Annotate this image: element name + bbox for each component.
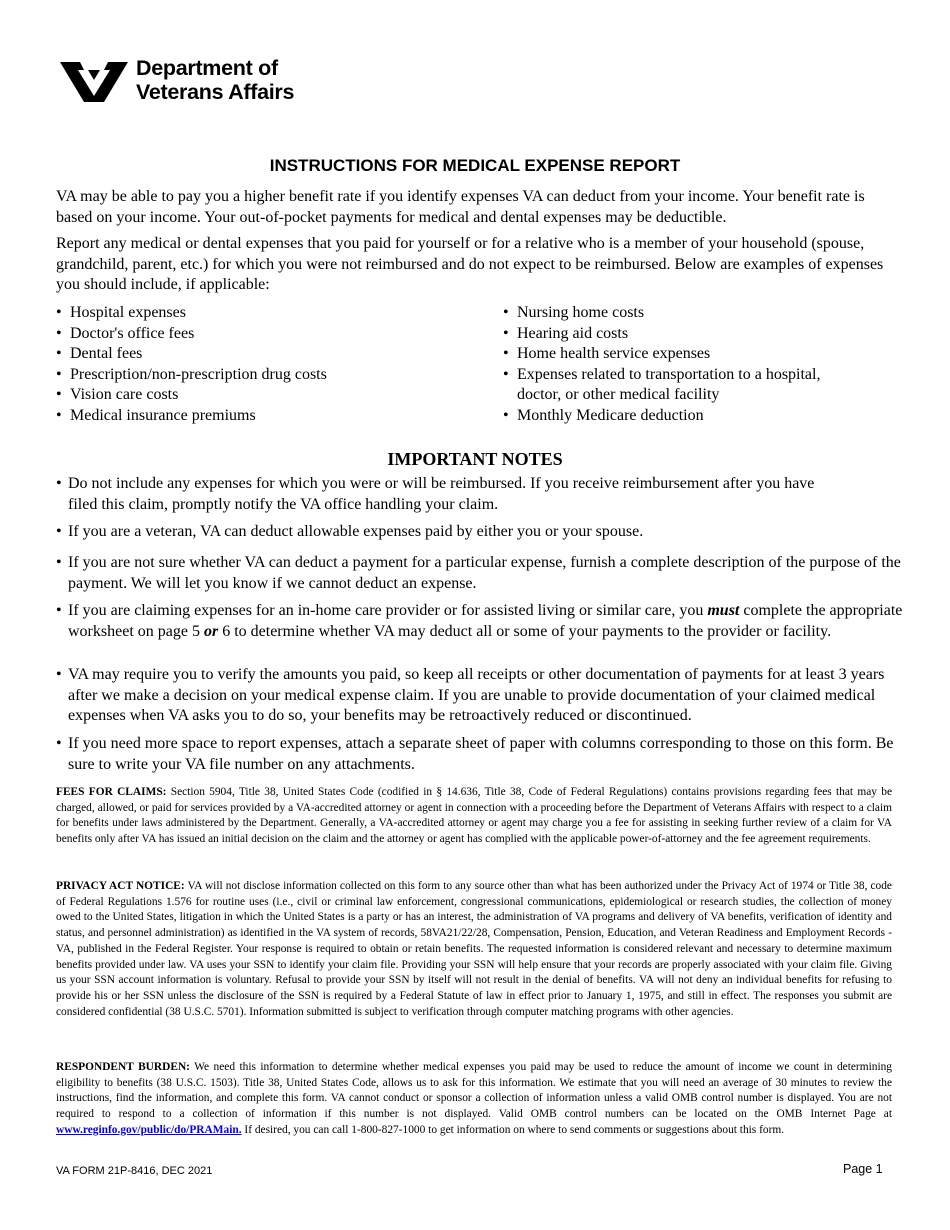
list-item: • Hearing aid costs <box>503 324 853 345</box>
note-6 <box>56 734 906 775</box>
list-item: • Hospital expenses <box>56 303 476 324</box>
bullet: • <box>56 475 62 492</box>
intro-paragraph-1: VA may be able to pay you a higher benefit rate if you identify expenses VA can deduct from your income. Your benefit rate is based on your income. Your out-of-pocket payments for medical and dental expenses may be deductible. <box>56 188 865 226</box>
note-text: 6 to determine whether VA may deduct all or some of your payments to the provider or facility. <box>218 622 832 640</box>
list-item: • Home health service expenses <box>503 344 853 365</box>
bullet: • <box>56 523 62 540</box>
form-id: VA FORM 21P-8416, DEC 2021 <box>56 1165 213 1177</box>
note-text: If you are not sure whether VA can deduct a payment for a particular expense, furnish a complete description of the purpose of the payment. We will let you know if we cannot deduct an expense. <box>68 554 901 592</box>
page-number: Page 1 <box>843 1162 883 1176</box>
section-text: Section 5904, Title 38, United States Code (codified in § 14.636, Title 38, Code of Federal Regulations) contains provisions regarding fees that may be charged, allowed, or paid for services provided by a VA-accredited attorney or agent in connection with a proceeding before the Department of Veterans Affairs with respect to a claim for benefits under laws administered by the Department. Generally, a VA-accredited attorney or agent may charge you a fee for assisting in seeking further review of a claim for VA benefits only after VA has issued an initial decision on the claim and the attorney or agent has complied with the applicable power-of-attorney and the fee agreement requirements. <box>56 786 892 846</box>
emphasis-or: or <box>203 622 219 640</box>
note-2 <box>56 522 906 543</box>
list-item: • Vision care costs <box>56 385 476 406</box>
bullet: • <box>56 735 62 752</box>
note-text: If you need more space to report expenses, attach a separate sheet of paper with columns corresponding to those on this form. Be sure to write your VA file number on any attachments. <box>68 735 894 773</box>
page-title: INSTRUCTIONS FOR MEDICAL EXPENSE REPORT <box>269 156 681 175</box>
list-item: • Dental fees <box>56 344 476 365</box>
section-text: VA will not disclose information collected on this form to any source other than what has been authorized under the Privacy Act of 1974 or Title 38, code of Federal Regulations 1.576 for routine uses (i.e., civil or criminal law enforcement, congressional communications, epidemiological or research studies, the collection of money owed to the United States, litigation in which the United States is a party or has an interest, the administration of VA programs and delivery of VA benefits, verification of identity and status, and personnel administration) as identified in the VA system of records, 58VA21/22/28, Compensation, Pension, Education, and Veteran Readiness and Employment Records - VA, published in the Federal Register. Your response is required to obtain or retain benefits. The requested information is considered relevant and necessary to determine maximum benefits provided under law. VA uses your SSN to identify your claim file. Providing your SSN will help ensure that your records are properly associated with your claim file. Giving us your SSN account information is voluntary. Refusal to provide your SSN by itself will not result in the denial of benefits. VA will not deny an individual benefits for refusing to provide his or her SSN unless the disclosure of the SSN is required by a Federal Statute of law in effect prior to January 1, 1975, and still in effect. The responses you submit are considered confidential (38 U.S.C. 5701). Information submitted is subject to verification through computer matching programs with other agencies. <box>56 880 892 1018</box>
expense-list-left <box>56 303 476 426</box>
note-text: If you are a veteran, VA can deduct allowable expenses paid by either you or your spouse. <box>68 523 644 540</box>
note-4 <box>56 601 906 642</box>
list-item: • Doctor's office fees <box>56 324 476 345</box>
note-text: complete the appropriate worksheet on page 5 <box>68 602 903 640</box>
respondent-burden <box>56 1060 892 1139</box>
note-text: If you are claiming expenses for an in-home care provider or for assisted living or similar care, you <box>68 602 708 619</box>
note-text: VA may require you to verify the amounts you paid, so keep all receipts or other documentation of payments for at least 3 years after we make a decision on your medical expense claim. If you are unable to provide documentation of your claimed medical expenses when VA asks you to do so, your benefits may be retroactively reduced or discontinued. <box>68 666 885 725</box>
bullet: • <box>56 554 62 571</box>
note-5 <box>56 665 906 727</box>
emphasis-must: must <box>707 602 740 619</box>
section-label: FEES FOR CLAIMS: <box>56 786 167 798</box>
va-emblem-icon <box>58 58 130 104</box>
expense-list-right <box>503 303 853 426</box>
logo-line-2: Veterans Affairs <box>136 80 295 104</box>
section-text: If desired, you can call 1-800-827-1000 to get information on where to send comments or suggestions about this form. <box>241 1123 785 1136</box>
section-label: PRIVACY ACT NOTICE: <box>56 880 185 892</box>
intro-paragraph-2: Report any medical or dental expenses that you paid for yourself or for a relative who is a member of your household (spouse, grandchild, parent, etc.) for which you were not reimbursed and do not expect to be reimbursed. Below are examples of expenses you should include, if applicable: <box>56 235 884 293</box>
list-item: • Monthly Medicare deduction <box>503 406 853 427</box>
notes-heading: IMPORTANT NOTES <box>387 449 563 469</box>
logo-line-1: Department of <box>136 56 278 80</box>
list-item: • Medical insurance premiums <box>56 406 476 427</box>
section-text: We need this information to determine whether medical expenses you paid may be used to reduce the amount of income we count in determining eligibility to benefits (38 U.S.C. 1503). Title 38, United States Code, allows us to ask for this information. We estimate that you will need an average of 30 minutes to review the instructions, find the information, and complete this form. VA cannot conduct or sponsor a collection of information unless a valid OMB control number is displayed. You are not required to respond to a collection of information if this number is not displayed. Valid OMB control numbers can be located on the OMB Internet Page at <box>56 1061 892 1121</box>
omb-link[interactable]: www.reginfo.gov/public/do/PRAMain. <box>56 1123 242 1136</box>
note-3 <box>56 553 906 594</box>
privacy-act-notice <box>56 879 892 1020</box>
list-item: • Expenses related to transportation to a hospital, doctor, or other medical facility <box>503 365 853 406</box>
section-label: RESPONDENT BURDEN: <box>56 1061 190 1073</box>
list-item: • Prescription/non-prescription drug costs <box>56 365 476 386</box>
bullet: • <box>56 666 62 683</box>
note-text: Do not include any expenses for which you were or will be reimbursed. If you receive reimbursement after you have filed this claim, promptly notify the VA office handling your claim. <box>68 475 815 513</box>
note-1 <box>56 474 846 515</box>
bullet: • <box>56 602 62 619</box>
va-logo <box>58 56 338 108</box>
list-item: • Nursing home costs <box>503 303 853 324</box>
fees-for-claims <box>56 785 892 848</box>
